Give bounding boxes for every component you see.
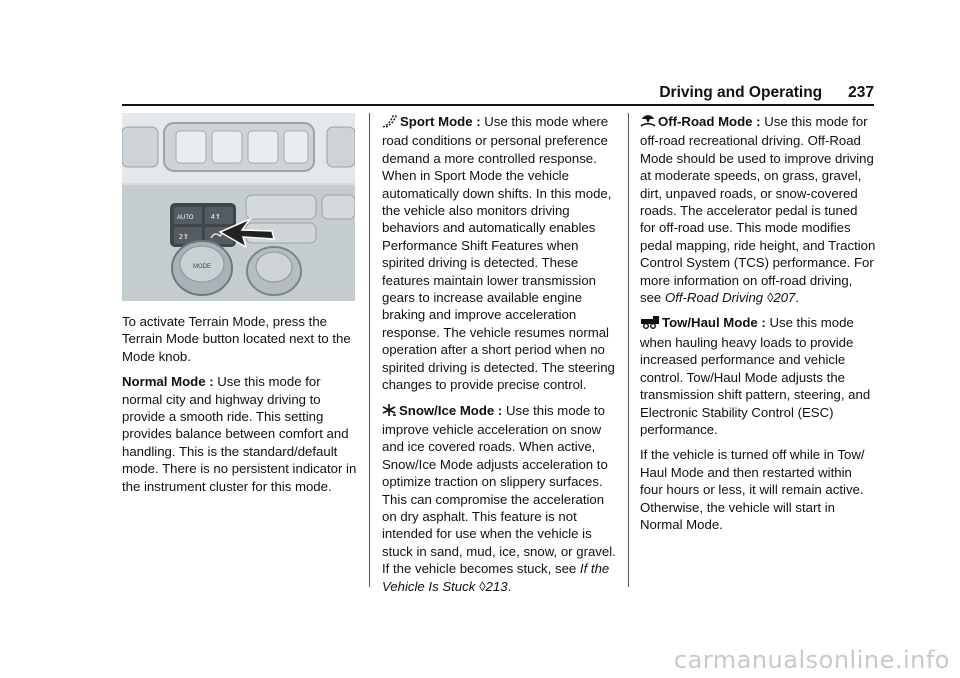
sport-mode-paragraph xyxy=(382,113,618,394)
sport-mode-icon xyxy=(382,113,398,132)
section-title: Driving and Operating xyxy=(659,84,823,101)
column-divider-2 xyxy=(628,113,629,587)
header-rule xyxy=(122,104,874,106)
vehicle-stuck-page[interactable]: 213 xyxy=(485,578,508,594)
tow-haul-restart-paragraph: If the vehicle is turned off while in Tow/ Haul Mode and then restarted within four hours or less, it will remain active. Otherwise, the vehicle will start in Normal Mode. xyxy=(640,447,865,532)
page-header xyxy=(122,84,874,104)
snow-ice-mode-text: Use this mode to improve vehicle acceleration on snow and ice covered roads. When active, Snow/Ice Mode adjusts acceleration to optimize traction on slippery surfaces. This can compromise the acceleration on dry asphalt. This feature is not intended for use when the vehicle is stuck in sand, mud, ice, snow, or gravel. If the vehicle becomes stuck, see xyxy=(382,402,616,577)
normal-mode-text: Use this mode for normal city and highway driving to provide a smooth ride. This setting provides balance between comfort and handling. This is the standard/default mode. There is no persistent indicator in the instrument cluster for this mode. xyxy=(122,374,357,494)
off-road-mode-text: Use this mode for off-road recreational driving. Off-Road Mode should be used to improve driving at moderate speeds, on grass, gravel, dirt, unpaved roads, or snow-covered roads. The accelerator pedal is tuned for off-road use. This mode modifies pedal mapping, ride height, and Traction Control System (TCS) performance. For more information on off-road driving, see xyxy=(640,114,876,306)
column-divider-1 xyxy=(369,113,370,587)
sport-mode-text: Use this mode where road conditions or personal preference demand a more controlled response. When in Sport Mode the vehicle automatically down shifts. In this mode, the vehicle also monitors driving behaviors and automatically enables Performance Shift Features when spirited driving is detected. These features maintain lower transmission gears to increase available engine braking and improve acceleration response. The vehicle resumes normal operation after a short period when no spirited driving is detected. The steering changes to provide precise control. xyxy=(382,114,615,393)
intro-paragraph: To activate Terrain Mode, press the Terrain Mode button located next to the Mode knob. xyxy=(122,314,351,364)
snowflake-icon xyxy=(382,403,397,421)
column-1 xyxy=(122,313,358,503)
watermark-text: carmanualsonline.info xyxy=(673,646,950,674)
sport-mode-title: Sport Mode : xyxy=(400,114,481,129)
page-ref-arrow-icon: ◊ xyxy=(766,290,774,306)
snow-ice-mode-paragraph xyxy=(382,402,618,595)
mode-knob-label: MODE xyxy=(193,264,211,270)
snow-ice-mode-title: Snow/Ice Mode : xyxy=(399,402,503,418)
tow-haul-mode-text: Use this mode when hauling heavy loads to provide increased performance and vehicle control. Tow/Haul Mode adjusts the transmission shift pattern, steering, and Electronic Stability Control (ESC) performance. xyxy=(640,315,871,437)
auto-label: AUTO xyxy=(177,215,194,221)
page-ref-arrow-icon: ◊ xyxy=(479,578,486,594)
off-road-end: . xyxy=(795,290,800,306)
vehicle-stuck-link[interactable]: If the Vehicle Is Stuck xyxy=(382,561,610,594)
page-number: 237 xyxy=(848,84,874,101)
tow-haul-mode-paragraph xyxy=(640,314,876,438)
off-road-mode-paragraph xyxy=(640,113,876,306)
normal-mode-paragraph xyxy=(122,373,358,495)
off-road-icon xyxy=(640,113,656,132)
terrain-mode-photo xyxy=(122,113,355,301)
two-wheel-label: 2⇑ xyxy=(179,234,189,241)
off-road-driving-page[interactable]: 207 xyxy=(773,290,796,306)
tow-haul-mode-title: Tow/Haul Mode : xyxy=(662,315,766,331)
off-road-driving-link[interactable]: Off-Road Driving xyxy=(664,290,764,306)
snow-ice-end: . xyxy=(507,578,512,594)
four-high-label: 4⇑ xyxy=(211,214,221,221)
column-3 xyxy=(640,113,876,541)
column-2 xyxy=(382,113,618,603)
normal-mode-title: Normal Mode : xyxy=(122,374,214,390)
tow-haul-icon xyxy=(640,316,660,333)
off-road-mode-title: Off-Road Mode : xyxy=(658,114,761,129)
